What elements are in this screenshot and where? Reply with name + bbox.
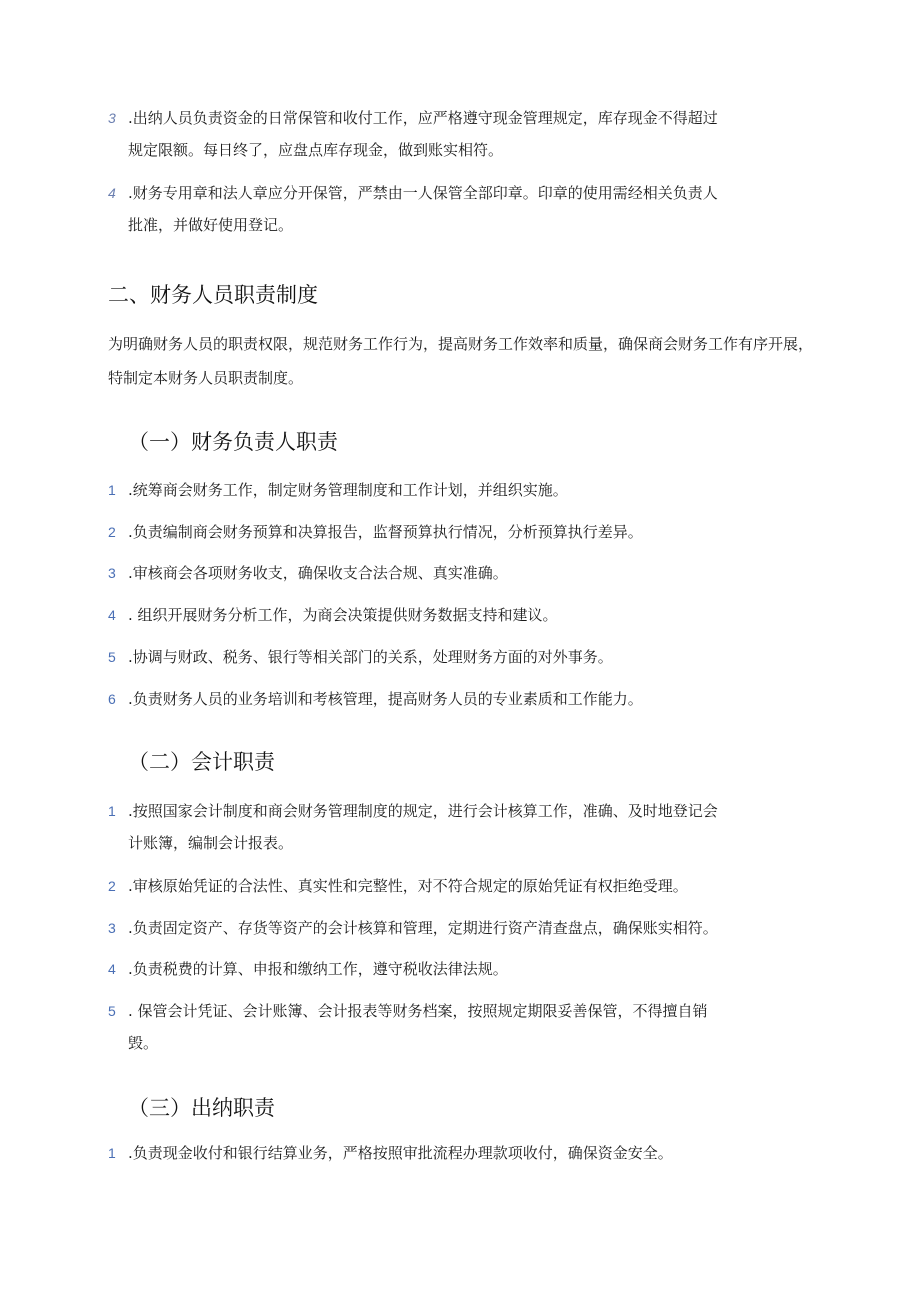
item-text: .审核商会各项财务收支，确保收支合法合规、真实准确。 xyxy=(128,564,508,582)
list-item xyxy=(108,176,808,242)
list-item xyxy=(108,911,808,945)
item-number: 4 xyxy=(108,961,116,977)
item-text: .审核原始凭证的合法性、真实性和完整性，对不符合规定的原始凭证有权拒绝受理。 xyxy=(128,877,688,895)
item-text: .负责财务人员的业务培训和考核管理，提高财务人员的专业素质和工作能力。 xyxy=(128,690,643,708)
item-number: 4 xyxy=(108,607,116,623)
item-text-continued: 规定限额。每日终了，应盘点库存现金，做到账实相符。 xyxy=(128,141,504,159)
list-item xyxy=(108,994,808,1060)
subsection-heading: （三）出纳职责 xyxy=(128,1096,275,1120)
item-text: .按照国家会计制度和商会财务管理制度的规定，进行会计核算工作，准确、及时地登记会 xyxy=(128,802,718,820)
list-item xyxy=(108,473,808,507)
item-text: .负责编制商会财务预算和决算报告，监督预算执行情况，分析预算执行差异。 xyxy=(128,523,643,541)
item-number: 5 xyxy=(108,649,116,665)
item-number: 2 xyxy=(108,524,116,540)
item-text: . 组织开展财务分析工作，为商会决策提供财务数据支持和建议。 xyxy=(128,606,558,624)
list-item xyxy=(108,794,808,860)
list-item xyxy=(108,101,808,167)
item-text-continued: 计账簿，编制会计报表。 xyxy=(128,834,294,852)
item-number: 1 xyxy=(108,803,116,819)
item-text: .统筹商会财务工作，制定财务管理制度和工作计划，并组织实施。 xyxy=(128,481,568,499)
subsection-heading: （一）财务负责人职责 xyxy=(128,430,338,454)
item-number: 2 xyxy=(108,878,116,894)
item-number: 1 xyxy=(108,482,116,498)
section-heading: 二、财务人员职责制度 xyxy=(108,283,318,307)
list-item xyxy=(108,640,808,674)
item-text: .协调与财政、税务、银行等相关部门的关系，处理财务方面的对外事务。 xyxy=(128,648,613,666)
item-number: 5 xyxy=(108,1003,116,1019)
item-text: .负责现金收付和银行结算业务，严格按照审批流程办理款项收付，确保资金安全。 xyxy=(128,1144,673,1162)
list-item xyxy=(108,598,808,632)
list-item xyxy=(108,682,808,716)
item-number: 3 xyxy=(108,110,116,126)
item-text: .负责固定资产、存货等资产的会计核算和管理，定期进行资产清查盘点，确保账实相符。 xyxy=(128,919,718,937)
item-text-continued: 毁。 xyxy=(128,1034,159,1052)
item-text: .出纳人员负责资金的日常保管和收付工作，应严格遵守现金管理规定，库存现金不得超过 xyxy=(128,109,718,127)
list-item xyxy=(108,869,808,903)
item-text-continued: 批准，并做好使用登记。 xyxy=(128,216,294,234)
item-number: 1 xyxy=(108,1145,116,1161)
item-number: 3 xyxy=(108,565,116,581)
subsection-heading: （二）会计职责 xyxy=(128,750,275,774)
list-item xyxy=(108,515,808,549)
item-number: 4 xyxy=(108,185,116,201)
list-item xyxy=(108,952,808,986)
item-text: .财务专用章和法人章应分开保管，严禁由一人保管全部印章。印章的使用需经相关负责人 xyxy=(128,184,718,202)
item-text: .负责税费的计算、申报和缴纳工作，遵守税收法律法规。 xyxy=(128,960,508,978)
list-item xyxy=(108,556,808,590)
list-item xyxy=(108,1136,808,1170)
section-intro: 为明确财务人员的职责权限，规范财务工作行为，提高财务工作效率和质量，确保商会财务工作有序开展，特制定本财务人员职责制度。 xyxy=(108,335,814,387)
item-number: 6 xyxy=(108,691,116,707)
item-number: 3 xyxy=(108,920,116,936)
item-text: . 保管会计凭证、会计账簿、会计报表等财务档案，按照规定期限妥善保管，不得擅自销 xyxy=(128,1002,708,1020)
